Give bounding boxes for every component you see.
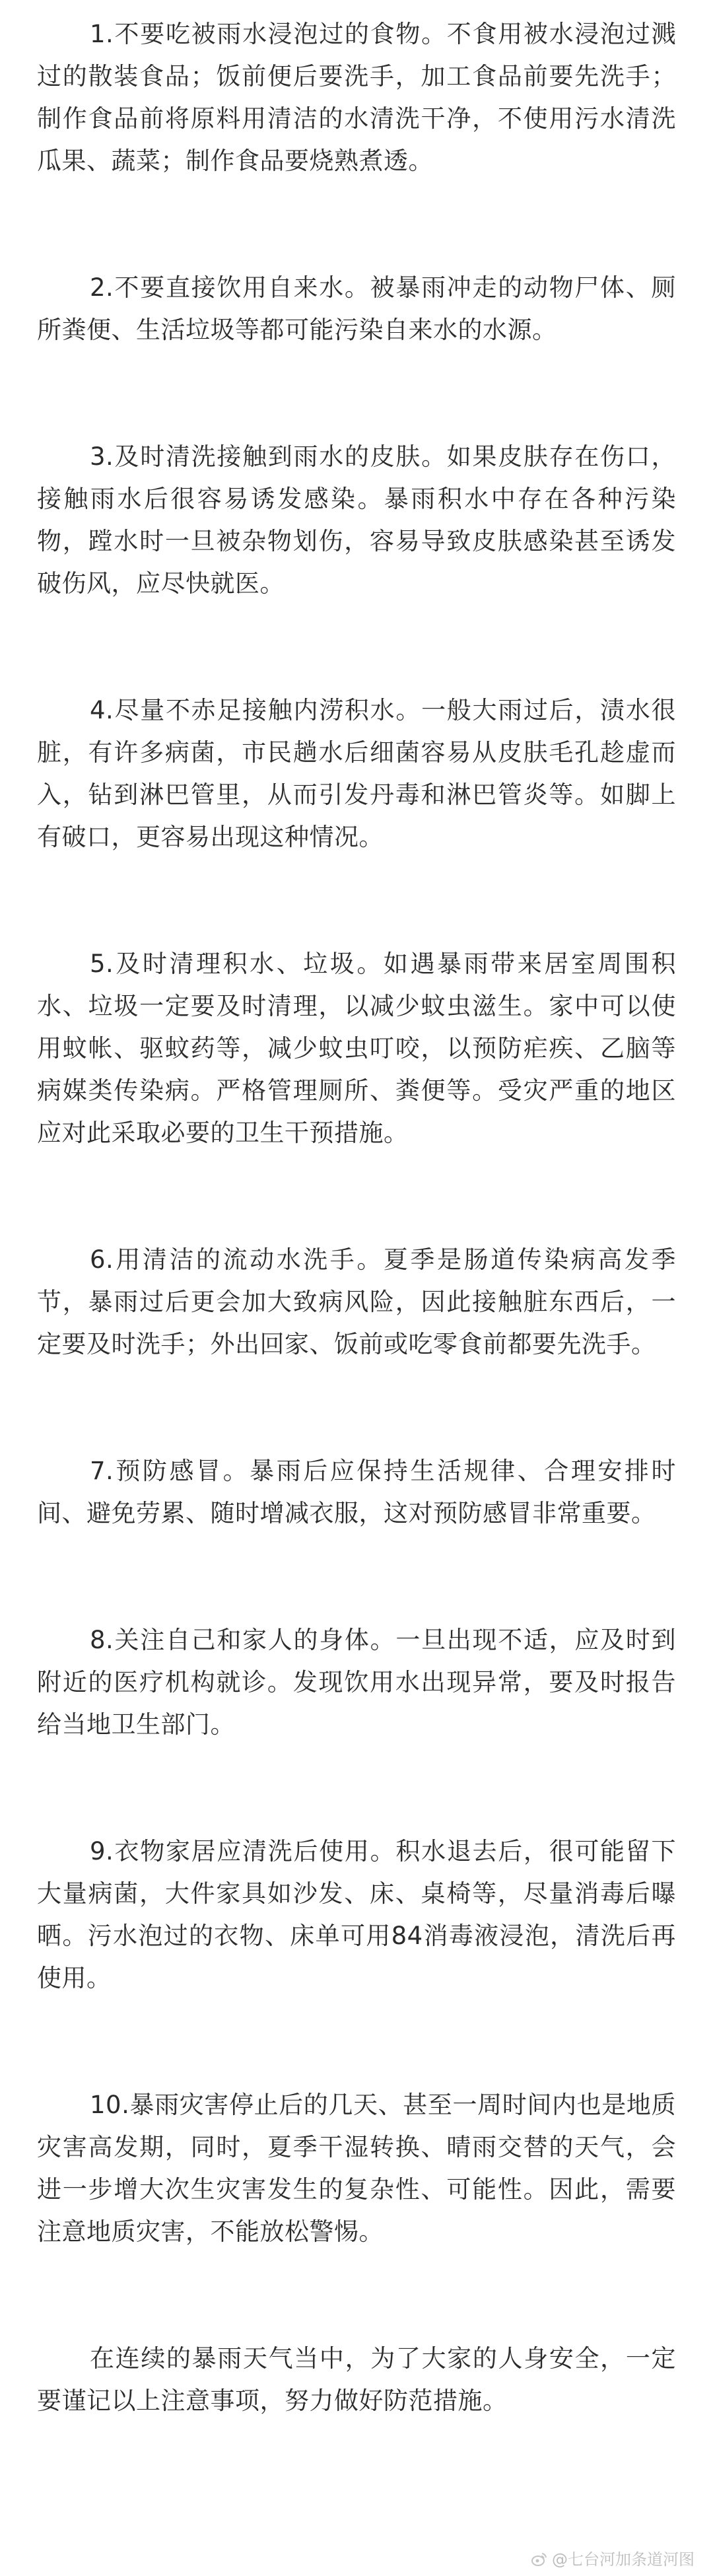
tip-paragraph-8: 8.关注自己和家人的身体。一旦出现不适，应及时到附近的医疗机构就诊。发现饮用水出现异常，要及时报告给当地卫生部门。 bbox=[37, 1626, 676, 1739]
weibo-icon bbox=[531, 2551, 548, 2568]
tip-paragraph-9: 9.衣物家居应清洗后使用。积水退去后，很可能留下大量病菌，大件家具如沙发、床、桌椅等，尽量消毒后曝晒。污水泡过的衣物、床单可用84消毒液浸泡，清洗后再使用。 bbox=[37, 1837, 676, 1992]
tip-paragraph-4: 4.尽量不赤足接触内涝积水。一般大雨过后，渍水很脏，有许多病菌，市民趟水后细菌容易从皮肤毛孔趁虚而入，钻到淋巴管里，从而引发丹毒和淋巴管炎等。如脚上有破口，更容易出现这种情况。 bbox=[37, 696, 676, 851]
source-watermark bbox=[531, 2550, 695, 2569]
tip-paragraph-2: 2.不要直接饮用自来水。被暴雨冲走的动物尸体、厕所粪便、生活垃圾等都可能污染自来水的水源。 bbox=[37, 273, 676, 344]
watermark-text: @七台河加条道河图 bbox=[552, 2550, 695, 2569]
tip-paragraph-3: 3.及时清洗接触到雨水的皮肤。如果皮肤存在伤口，接触雨水后很容易诱发感染。暴雨积水中存在各种污染物，蹚水时一旦被杂物划伤，容易导致皮肤感染甚至诱发破伤风，应尽快就医。 bbox=[37, 442, 676, 598]
tip-paragraph-7: 7.预防感冒。暴雨后应保持生活规律、合理安排时间、避免劳累、随时增减衣服，这对预防感冒非常重要。 bbox=[37, 1457, 676, 1527]
tip-paragraph-1: 1.不要吃被雨水浸泡过的食物。不食用被水浸泡过溅过的散装食品；饭前便后要洗手，加工食品前要先洗手；制作食品前将原料用清洁的水清洗干净，不使用污水清洗瓜果、蔬菜；制作食品要烧熟煮透。 bbox=[37, 20, 676, 175]
tip-paragraph-5: 5.及时清理积水、垃圾。如遇暴雨带来居室周围积水、垃圾一定要及时清理，以减少蚊虫滋生。家中可以使用蚊帐、驱蚊药等，减少蚊虫叮咬，以预防疟疾、乙脑等病媒类传染病。严格管理厕所、粪便等。受灾严重的地区应对此采取必要的卫生干预措施。 bbox=[37, 950, 676, 1147]
closing-paragraph: 在连续的暴雨天气当中，为了大家的人身安全，一定要谨记以上注意事项，努力做好防范措施。 bbox=[37, 2344, 676, 2415]
tip-paragraph-6: 6.用清洁的流动水洗手。夏季是肠道传染病高发季节，暴雨过后更会加大致病风险，因此接触脏东西后，一定要及时洗手；外出回家、饭前或吃零食前都要先洗手。 bbox=[37, 1245, 676, 1358]
tip-paragraph-10: 10.暴雨灾害停止后的几天、甚至一周时间内也是地质灾害高发期，同时，夏季干湿转换、晴雨交替的天气，会进一步增大次生灾害发生的复杂性、可能性。因此，需要注意地质灾害，不能放松警惕。 bbox=[37, 2091, 676, 2246]
